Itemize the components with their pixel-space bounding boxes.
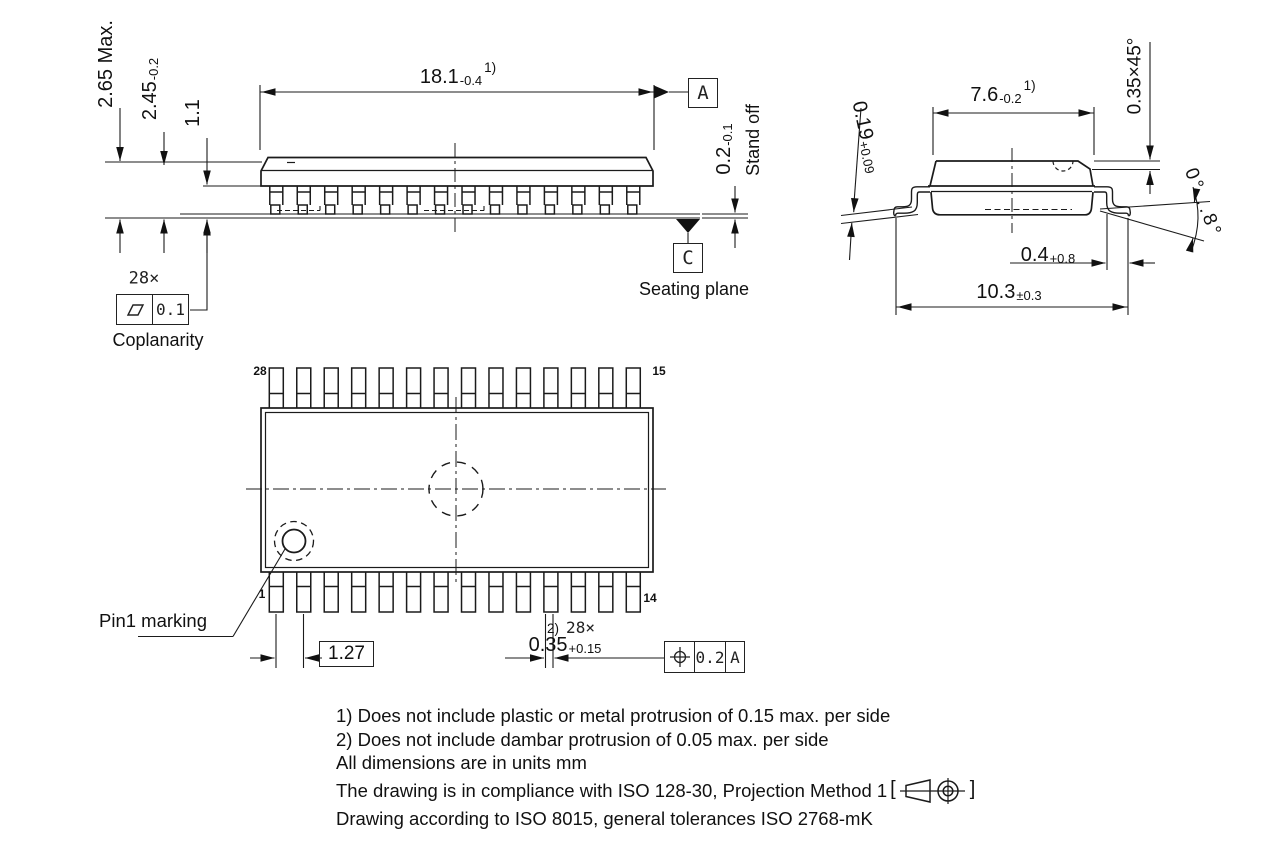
pin-label-1: 1 bbox=[258, 587, 266, 601]
datum-c-box bbox=[673, 243, 703, 273]
position-value: 0.2 bbox=[695, 647, 725, 667]
flatness-symbol-cell bbox=[117, 295, 152, 324]
bottom-row-pins bbox=[269, 572, 640, 612]
dim-foot-length bbox=[1021, 245, 1075, 265]
dim-foot-length-tol: +0.8 bbox=[1049, 251, 1076, 266]
gull-wing-lead bbox=[894, 187, 930, 216]
body-width-dimension bbox=[933, 107, 1094, 155]
dim-lead-span bbox=[976, 282, 1041, 302]
position-symbol-cell bbox=[665, 642, 694, 672]
position-datum-cell bbox=[725, 642, 744, 672]
dim-body-width-value: 7.6 bbox=[970, 84, 999, 106]
dim-lead-span-tol: ±0.3 bbox=[1016, 288, 1042, 303]
notes-block bbox=[336, 704, 975, 830]
dim-foot-length-value: 0.4 bbox=[1020, 244, 1049, 266]
note-4 bbox=[336, 775, 975, 807]
position-datum: A bbox=[730, 647, 740, 667]
pin-label-15: 15 bbox=[652, 364, 666, 378]
dim-standoff-value: 0.2 bbox=[713, 146, 735, 175]
position-count: 28× bbox=[566, 618, 595, 637]
dim-length bbox=[419, 60, 497, 88]
coplanarity-count: 28× bbox=[128, 268, 160, 289]
top-row-pins bbox=[269, 368, 640, 408]
dim-standoff bbox=[714, 123, 734, 174]
dim-length-tol: -0.4 bbox=[459, 73, 483, 88]
pin1-marking-circles bbox=[275, 522, 314, 561]
datum-c-target bbox=[676, 219, 700, 243]
datum-a-box bbox=[688, 78, 718, 108]
datum-a-target bbox=[654, 86, 688, 99]
dim-lead-thickness-value: 0.19 bbox=[847, 99, 878, 142]
coplanarity-leader bbox=[190, 222, 207, 311]
dim-lead-width bbox=[529, 635, 602, 655]
datum-c-letter: C bbox=[682, 247, 694, 269]
dim-lead-width-tol: +0.15 bbox=[568, 641, 602, 656]
coplanarity-value: 0.1 bbox=[156, 300, 185, 319]
lead-width-note-ref: 2) bbox=[547, 621, 560, 636]
dim-body-width-note-ref: 1) bbox=[1023, 78, 1036, 93]
true-position-icon bbox=[669, 646, 691, 668]
note-1: 1) Does not include plastic or metal protrusion of 0.15 max. per side bbox=[336, 705, 891, 726]
dim-lead-span-value: 10.3 bbox=[976, 281, 1016, 303]
position-value-cell bbox=[694, 642, 725, 672]
dim-lead-height: 1.1 bbox=[182, 99, 204, 127]
dim-chamfer: 0.35×45° bbox=[1124, 37, 1146, 115]
dim-body-height-tol: -0.2 bbox=[146, 57, 161, 81]
pitch-dimension bbox=[250, 614, 322, 668]
dim-total-height: 2.65 Max. bbox=[95, 20, 117, 108]
dim-length-value: 18.1 bbox=[419, 66, 459, 88]
seating-plane-label: Seating plane bbox=[638, 279, 750, 299]
note-4-text: The drawing is in compliance with ISO 128-30, Projection Method 1 bbox=[336, 779, 888, 801]
projection-bracket-close: ] bbox=[969, 777, 976, 800]
pin-label-14: 14 bbox=[643, 591, 657, 605]
height-dimension-lines bbox=[120, 108, 207, 253]
length-dimension-lines bbox=[260, 85, 654, 150]
datum-a-letter: A bbox=[697, 82, 709, 104]
note-5: Drawing according to ISO 8015, general tolerances ISO 2768-mK bbox=[336, 807, 873, 829]
dim-body-height bbox=[140, 58, 160, 120]
dim-body-width-tol: -0.2 bbox=[999, 91, 1022, 106]
pitch-basic-dim-box bbox=[319, 641, 374, 667]
coplanarity-label: Coplanarity bbox=[112, 330, 204, 350]
dim-lead-thickness-tol: +0.09 bbox=[855, 139, 878, 175]
note-3: All dimensions are in units mm bbox=[336, 752, 587, 774]
dim-lead-width-value: 0.35 bbox=[528, 634, 568, 656]
pin-label-28: 28 bbox=[253, 364, 267, 378]
coplanarity-frame bbox=[116, 294, 189, 325]
first-angle-projection-icon bbox=[899, 775, 967, 807]
position-tolerance-frame bbox=[664, 641, 745, 673]
dim-body-width bbox=[970, 78, 1036, 106]
pin1-marking-label: Pin1 marking bbox=[99, 609, 207, 631]
dim-length-note-ref: 1) bbox=[484, 60, 497, 75]
dim-standoff-tol: -0.1 bbox=[720, 123, 735, 146]
projection-bracket-open: [ bbox=[890, 777, 896, 800]
dim-foot-angle: 0°...8° bbox=[1180, 165, 1226, 241]
standoff-label: Stand off bbox=[743, 104, 763, 176]
pitch-value: 1.27 bbox=[328, 643, 365, 664]
note-2: 2) Does not include dambar protrusion of 0.05 max. per side bbox=[336, 728, 829, 750]
dim-body-height-value: 2.45 bbox=[139, 81, 161, 121]
coplanarity-value-cell bbox=[152, 295, 188, 324]
flatness-icon bbox=[123, 302, 147, 318]
